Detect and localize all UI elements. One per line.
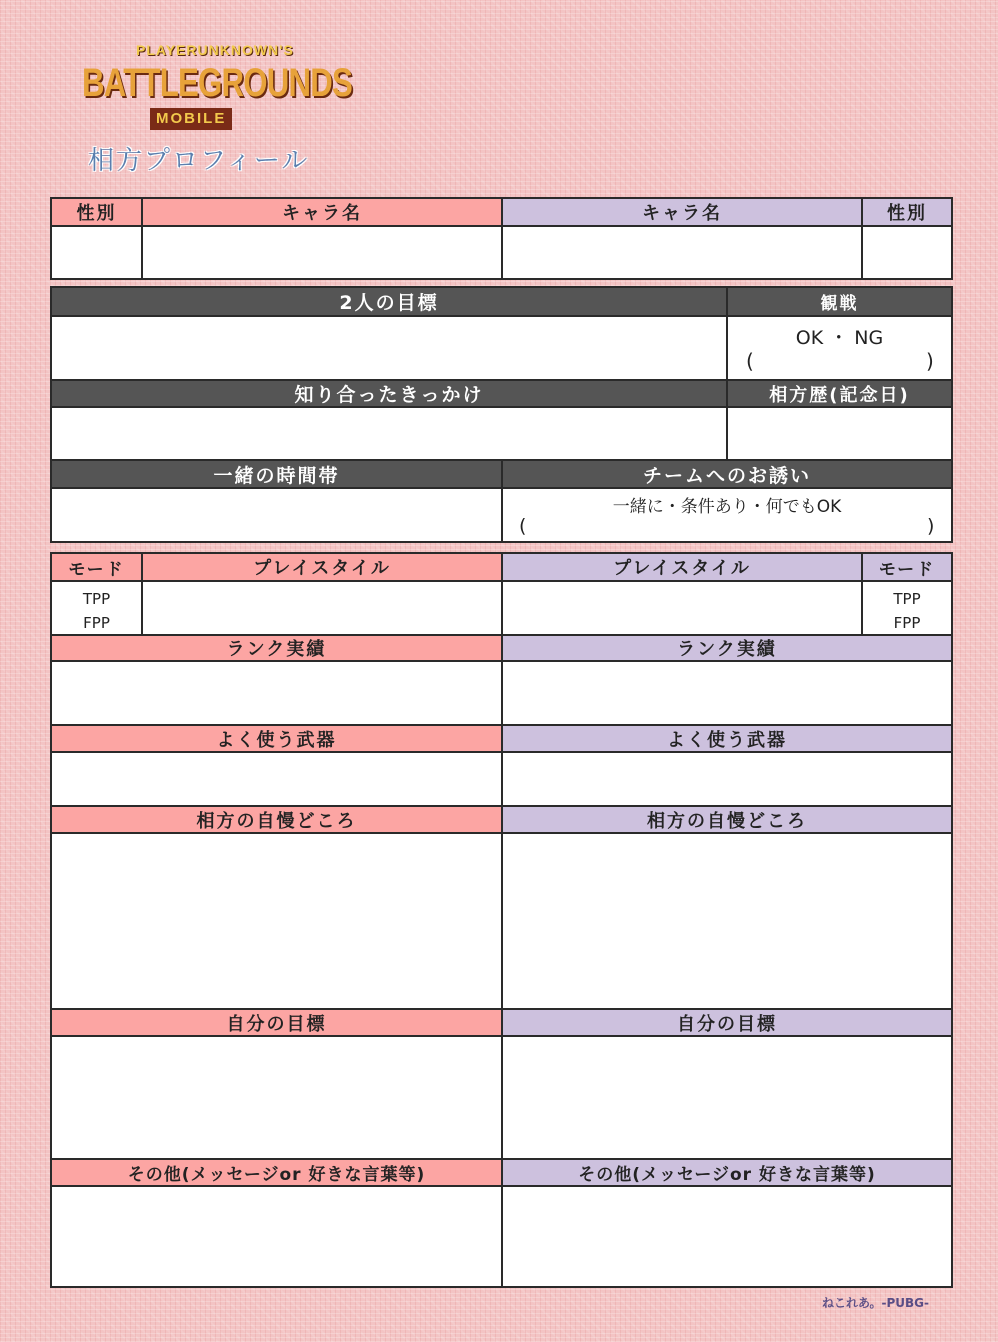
right-pride-field[interactable] [503,834,951,1010]
right-name-header [503,199,863,227]
right-gender-field[interactable] [863,227,951,278]
time-header [52,461,503,489]
right-rank-label: ランク実績 [677,639,777,660]
left-weapon-field[interactable] [52,753,503,807]
invite-paren-close: ) [927,515,935,537]
right-goal-label: 自分の目標 [677,1013,777,1035]
left-other-field[interactable] [52,1187,503,1286]
history-header-label: 相方歴(記念日) [769,384,910,406]
right-mode-tpp[interactable]: TPP [893,590,921,608]
logo-line1: PLAYERUNKNOWN'S [136,42,294,58]
page-title: 相方プロフィール [88,146,310,176]
logo-line2: BATTLEGROUNDS [82,61,353,105]
left-mode-fpp[interactable]: FPP [83,614,110,632]
right-mode-label: モード [878,559,936,580]
left-name-label: キャラ名 [282,203,362,224]
right-mode-field[interactable] [863,582,951,636]
invite-options: 一緒に・条件あり・何でもOK [612,497,842,517]
left-mode-field[interactable] [52,582,143,636]
left-rank-field[interactable] [52,662,503,726]
meet-header-label: 知り合ったきっかけ [294,384,484,406]
spectate-paren-open: ( [746,349,754,373]
right-style-label: プレイスタイル [613,558,751,579]
left-pride-header [52,807,503,834]
credit-text: ねこれあ。-PUBG- [822,1296,930,1310]
invite-paren-open: ( [519,515,527,537]
left-mode-tpp[interactable]: TPP [82,590,111,608]
left-gender-header [52,199,143,227]
left-other-label: その他(メッセージor 好きな言葉等) [127,1165,426,1185]
goal-field[interactable] [52,317,728,381]
left-style-header [143,554,503,582]
left-goal-field[interactable] [52,1037,503,1160]
goal-header-label: 2人の目標 [339,292,439,314]
right-goal-header [503,1010,951,1037]
shared-info-table [50,286,953,543]
left-rank-header [52,636,503,662]
right-mode-fpp[interactable]: FPP [893,614,921,632]
spectate-options: OK ・ NG [795,327,884,349]
right-rank-field[interactable] [503,662,951,726]
logo-line3: MOBILE [150,108,232,130]
time-header-label: 一緒の時間帯 [213,464,340,487]
left-rank-label: ランク実績 [226,639,327,660]
right-goal-field[interactable] [503,1037,951,1160]
right-gender-label: 性別 [887,203,927,224]
right-name-field[interactable] [503,227,863,278]
history-field[interactable] [728,408,951,461]
history-header [728,381,951,408]
right-other-header [503,1160,951,1187]
right-style-field[interactable] [503,582,863,636]
right-mode-header [863,554,951,582]
left-weapon-label: よく使う武器 [216,729,337,751]
right-other-label: その他(メッセージor 好きな言葉等) [578,1165,876,1185]
right-pride-label: 相方の自慢どころ [647,810,807,832]
right-weapon-field[interactable] [503,753,951,807]
left-weapon-header [52,726,503,753]
individual-profile-table [50,552,953,1288]
invite-header-label: チームへのお誘い [642,464,811,487]
right-gender-header [863,199,951,227]
character-names-table [50,197,953,280]
spectate-field[interactable] [728,317,951,381]
left-pride-field[interactable] [52,834,503,1010]
spectate-paren-close: ) [926,349,934,373]
invite-header [503,461,951,489]
left-style-field[interactable] [143,582,503,636]
left-name-header [143,199,503,227]
right-style-header [503,554,863,582]
spectate-header-label: 観戦 [820,294,859,314]
invite-field[interactable] [503,489,951,541]
left-pride-label: 相方の自慢どころ [196,810,357,832]
left-name-field[interactable] [143,227,503,278]
right-pride-header [503,807,951,834]
left-gender-label: 性別 [76,203,117,224]
meet-header [52,381,728,408]
left-other-header [52,1160,503,1187]
right-rank-header [503,636,951,662]
left-mode-header [52,554,143,582]
left-goal-label: 自分の目標 [226,1013,327,1035]
left-style-label: プレイスタイル [253,558,391,579]
spectate-header [728,288,951,317]
goal-header [52,288,728,317]
right-name-label: キャラ名 [642,203,722,224]
right-other-field[interactable] [503,1187,951,1286]
left-gender-field[interactable] [52,227,143,278]
pubg-mobile-logo [78,40,353,132]
right-weapon-label: よく使う武器 [667,729,787,751]
time-field[interactable] [52,489,503,541]
left-mode-label: モード [68,559,125,580]
left-goal-header [52,1010,503,1037]
meet-field[interactable] [52,408,728,461]
right-weapon-header [503,726,951,753]
